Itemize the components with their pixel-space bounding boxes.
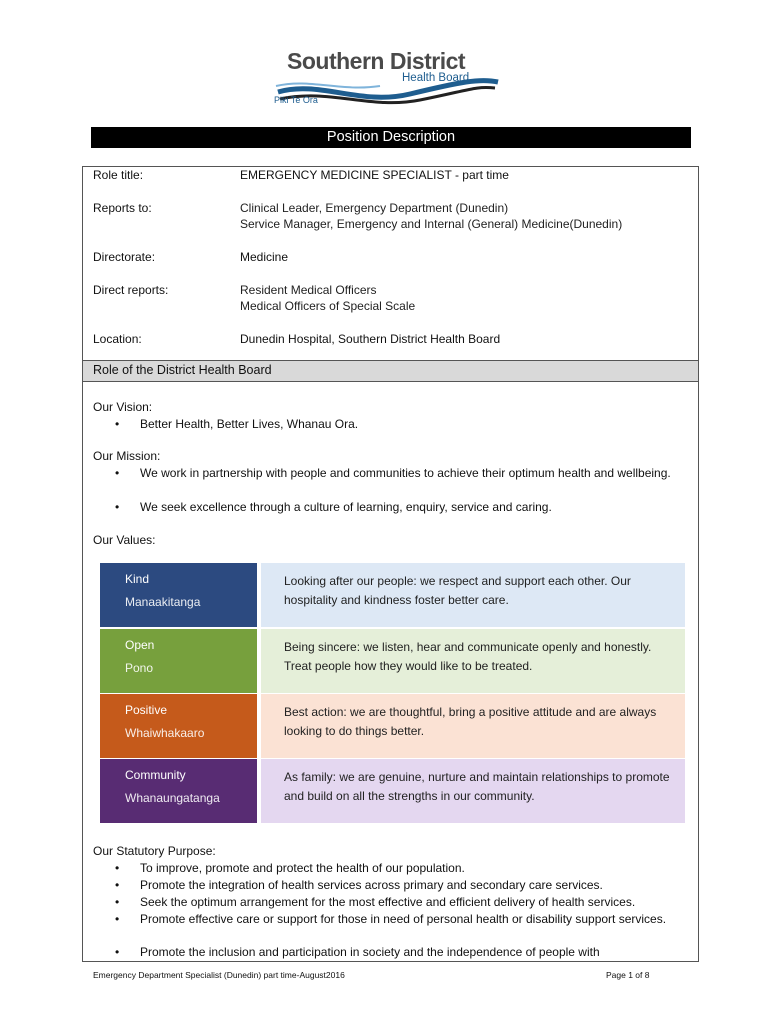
role-title-value: EMERGENCY MEDICINE SPECIALIST - part time — [240, 168, 509, 182]
value-row-kind — [100, 563, 685, 627]
value-name: Kind — [125, 572, 150, 586]
sdhb-logo — [270, 48, 510, 114]
location-label: Location: — [93, 332, 142, 346]
list-item-text: Promote the inclusion and participation in society and the independence of people with — [140, 945, 600, 959]
value-desc-box — [261, 629, 685, 693]
value-name: Open — [125, 638, 155, 652]
list-item — [115, 416, 685, 433]
value-description: As family: we are genuine, nurture and maintain relationships to promote and build on all the strengths in our community. — [284, 770, 670, 803]
list-item-text: We work in partnership with people and communities to achieve their optimum health and wellbeing. — [140, 466, 671, 480]
section-role-title: Role of the District Health Board — [93, 363, 272, 377]
vision-heading: Our Vision: — [93, 400, 153, 414]
direct-reports-value-2: Medical Officers of Special Scale — [240, 299, 416, 313]
directorate-value: Medicine — [240, 250, 289, 264]
footer-page-number: Page 1 of 8 — [606, 970, 650, 980]
bullet-icon: • — [115, 912, 120, 926]
list-item — [115, 944, 685, 961]
value-maori-name: Whaiwhakaaro — [125, 726, 205, 740]
value-desc-box — [261, 694, 685, 758]
value-name: Positive — [125, 703, 168, 717]
bullet-icon: • — [115, 861, 120, 875]
bullet-icon: • — [115, 945, 120, 959]
bullet-icon: • — [115, 417, 120, 431]
list-item-text: Better Health, Better Lives, Whanau Ora. — [140, 417, 359, 431]
location-value: Dunedin Hospital, Southern District Health Board — [240, 332, 501, 346]
statutory-heading: Our Statutory Purpose: — [93, 844, 216, 858]
reports-to-value-1: Clinical Leader, Emergency Department (Dunedin) — [240, 201, 509, 215]
value-name-box — [100, 694, 257, 758]
value-maori-name: Manaakitanga — [125, 595, 201, 609]
value-description: Best action: we are thoughtful, bring a positive attitude and are always looking to do things better. — [284, 705, 657, 738]
list-item — [115, 894, 685, 911]
value-row-positive — [100, 694, 685, 758]
list-item — [115, 860, 685, 877]
value-desc-box — [261, 759, 685, 823]
direct-reports-label: Direct reports: — [93, 283, 169, 297]
bullet-icon: • — [115, 466, 120, 480]
list-item-text: Seek the optimum arrangement for the most effective and efficient delivery of health services. — [140, 895, 636, 909]
value-description: Looking after our people: we respect and support each other. Our hospitality and kindness foster better care. — [284, 574, 631, 607]
section-header — [83, 361, 698, 381]
mission-heading: Our Mission: — [93, 449, 161, 463]
value-row-open — [100, 629, 685, 693]
reports-to-label: Reports to: — [93, 201, 152, 215]
bullet-icon: • — [115, 878, 120, 892]
divider — [83, 381, 698, 382]
reports-to-value-2: Service Manager, Emergency and Internal (General) Medicine(Dunedin) — [240, 217, 623, 231]
directorate-label: Directorate: — [93, 250, 156, 264]
value-maori-name: Pono — [125, 661, 154, 675]
logo-tagline: Piki Te Ora — [274, 95, 318, 105]
values-heading: Our Values: — [93, 533, 156, 547]
list-item-text: Promote the integration of health services across primary and secondary care services. — [140, 878, 603, 892]
page-title: Position Description — [91, 127, 691, 148]
value-desc-box — [261, 563, 685, 627]
list-item — [115, 911, 685, 928]
value-name-box — [100, 759, 257, 823]
bullet-icon: • — [115, 895, 120, 909]
value-name: Community — [125, 768, 186, 782]
bullet-icon: • — [115, 500, 120, 514]
list-item-text: To improve, promote and protect the health of our population. — [140, 861, 465, 875]
list-item — [115, 465, 685, 482]
list-item-text: Promote effective care or support for those in need of personal health or disability support services. — [140, 912, 667, 926]
list-item — [115, 877, 685, 894]
value-row-community — [100, 759, 685, 823]
role-title-label: Role title: — [93, 168, 144, 182]
footer-document-name: Emergency Department Specialist (Dunedin) part time-August2016 — [93, 970, 345, 980]
value-description: Being sincere: we listen, hear and communicate openly and honestly. Treat people how they would like to be treated. — [284, 640, 652, 673]
direct-reports-value-1: Resident Medical Officers — [240, 283, 377, 297]
logo-line1: Southern District — [287, 48, 466, 74]
list-item-text: We seek excellence through a culture of learning, enquiry, service and caring. — [140, 500, 552, 514]
value-name-box — [100, 563, 257, 627]
value-maori-name: Whanaungatanga — [125, 791, 220, 805]
logo-line2: Health Board — [402, 72, 470, 84]
value-name-box — [100, 629, 257, 693]
list-item — [115, 499, 685, 516]
